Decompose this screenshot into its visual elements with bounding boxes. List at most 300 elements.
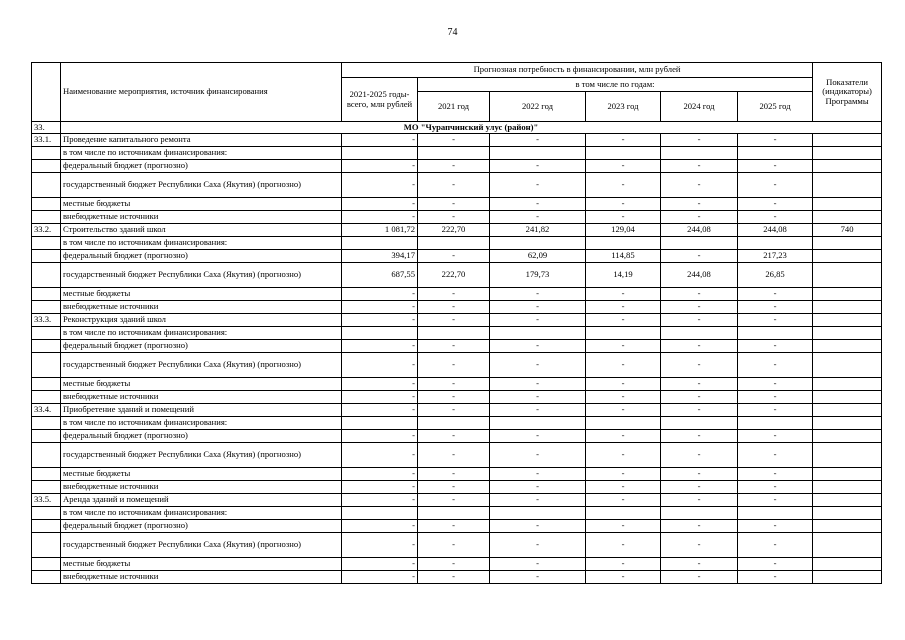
row-year-2021: -: [418, 558, 490, 571]
row-total: [342, 507, 418, 520]
row-index: [32, 571, 61, 584]
row-year-2024: [661, 237, 738, 250]
row-year-2024: -: [661, 160, 738, 173]
row-year-2024: -: [661, 494, 738, 507]
row-year-2022: 179,73: [490, 263, 586, 288]
row-total: 394,17: [342, 250, 418, 263]
row-year-2024: -: [661, 443, 738, 468]
table-row: [32, 301, 882, 314]
row-year-2022: -: [490, 134, 586, 147]
table-row: [32, 430, 882, 443]
row-index: [32, 391, 61, 404]
row-year-2025: -: [738, 391, 813, 404]
row-year-2024: [661, 507, 738, 520]
row-year-2025: -: [738, 173, 813, 198]
row-year-2024: [661, 417, 738, 430]
table-row: [32, 288, 882, 301]
row-index: [32, 327, 61, 340]
row-year-2022: 241,82: [490, 224, 586, 237]
row-indicator: [813, 404, 882, 417]
row-year-2021: -: [418, 481, 490, 494]
table-row: [32, 250, 882, 263]
row-year-2025: -: [738, 404, 813, 417]
header-year-2021: 2021 год: [418, 92, 490, 122]
row-total: -: [342, 301, 418, 314]
row-index: [32, 533, 61, 558]
row-total: -: [342, 404, 418, 417]
table-row: [32, 507, 882, 520]
row-year-2021: -: [418, 404, 490, 417]
row-year-2022: -: [490, 198, 586, 211]
row-indicator: [813, 533, 882, 558]
table-row: [32, 391, 882, 404]
row-indicator: [813, 417, 882, 430]
row-total: -: [342, 533, 418, 558]
row-name: государственный бюджет Республики Саха (Якутия) (прогнозно): [61, 263, 342, 288]
row-year-2024: -: [661, 250, 738, 263]
row-year-2021: -: [418, 250, 490, 263]
row-indicator: [813, 340, 882, 353]
row-year-2023: -: [586, 314, 661, 327]
row-year-2023: [586, 507, 661, 520]
row-index: [32, 237, 61, 250]
row-indicator: [813, 314, 882, 327]
row-year-2024: -: [661, 301, 738, 314]
row-total: -: [342, 340, 418, 353]
header-total: 2021-2025 годы- всего, млн рублей: [342, 78, 418, 122]
row-year-2025: -: [738, 533, 813, 558]
row-year-2021: -: [418, 391, 490, 404]
row-name: федеральный бюджет (прогнозно): [61, 250, 342, 263]
row-year-2025: -: [738, 301, 813, 314]
row-year-2022: [490, 327, 586, 340]
row-year-2022: -: [490, 160, 586, 173]
row-index: [32, 173, 61, 198]
row-name: Реконструкция зданий школ: [61, 314, 342, 327]
row-indicator: [813, 353, 882, 378]
row-year-2023: -: [586, 494, 661, 507]
row-indicator: [813, 571, 882, 584]
row-name: в том числе по источникам финансирования:: [61, 237, 342, 250]
row-indicator: [813, 443, 882, 468]
row-index: [32, 417, 61, 430]
row-name: в том числе по источникам финансирования:: [61, 327, 342, 340]
row-year-2024: -: [661, 173, 738, 198]
row-index: 33.5.: [32, 494, 61, 507]
row-indicator: [813, 173, 882, 198]
row-year-2021: -: [418, 301, 490, 314]
row-year-2021: [418, 147, 490, 160]
row-total: -: [342, 314, 418, 327]
table-row: [32, 147, 882, 160]
row-name: федеральный бюджет (прогнозно): [61, 160, 342, 173]
row-year-2021: -: [418, 533, 490, 558]
header-name: Наименование мероприятия, источник финансирования: [61, 63, 342, 122]
row-year-2022: -: [490, 340, 586, 353]
row-name: в том числе по источникам финансирования:: [61, 417, 342, 430]
row-year-2023: -: [586, 520, 661, 533]
row-name: государственный бюджет Республики Саха (Якутия) (прогнозно): [61, 173, 342, 198]
row-name: внебюджетные источники: [61, 301, 342, 314]
row-year-2024: -: [661, 134, 738, 147]
row-total: [342, 327, 418, 340]
table-row: [32, 533, 882, 558]
table-row: [32, 263, 882, 288]
row-year-2023: [586, 327, 661, 340]
header-index-col: [32, 63, 61, 122]
row-year-2023: -: [586, 533, 661, 558]
row-year-2021: -: [418, 468, 490, 481]
row-year-2024: -: [661, 211, 738, 224]
row-year-2024: -: [661, 288, 738, 301]
row-index: [32, 353, 61, 378]
header-year-2023: 2023 год: [586, 92, 661, 122]
row-index: 33.4.: [32, 404, 61, 417]
row-year-2025: -: [738, 520, 813, 533]
row-year-2025: -: [738, 481, 813, 494]
row-total: [342, 417, 418, 430]
row-indicator: [813, 391, 882, 404]
row-year-2022: -: [490, 211, 586, 224]
row-index: [32, 147, 61, 160]
row-name: в том числе по источникам финансирования:: [61, 147, 342, 160]
row-year-2025: -: [738, 160, 813, 173]
page-number: 74: [447, 27, 458, 38]
table-row: [32, 481, 882, 494]
row-year-2022: -: [490, 443, 586, 468]
row-year-2025: -: [738, 558, 813, 571]
row-year-2023: 14,19: [586, 263, 661, 288]
row-year-2025: -: [738, 571, 813, 584]
table-row: [32, 353, 882, 378]
row-name: в том числе по источникам финансирования:: [61, 507, 342, 520]
row-total: -: [342, 468, 418, 481]
row-year-2025: [738, 417, 813, 430]
row-year-2022: -: [490, 378, 586, 391]
row-indicator: [813, 198, 882, 211]
row-year-2021: -: [418, 211, 490, 224]
row-year-2021: [418, 237, 490, 250]
municipality-row: [32, 122, 882, 134]
table-row: [32, 160, 882, 173]
row-year-2024: -: [661, 391, 738, 404]
row-year-2022: [490, 237, 586, 250]
table-row: [32, 237, 882, 250]
row-total: -: [342, 391, 418, 404]
row-index: [32, 250, 61, 263]
row-year-2025: -: [738, 134, 813, 147]
row-year-2021: -: [418, 520, 490, 533]
table-row: [32, 571, 882, 584]
table-header: [32, 63, 882, 122]
row-total: -: [342, 198, 418, 211]
row-year-2021: -: [418, 494, 490, 507]
table-row: [32, 417, 882, 430]
row-year-2022: -: [490, 481, 586, 494]
row-year-2021: -: [418, 340, 490, 353]
row-year-2024: -: [661, 198, 738, 211]
row-year-2025: [738, 237, 813, 250]
row-year-2023: 129,04: [586, 224, 661, 237]
table-row: [32, 173, 882, 198]
row-index: [32, 481, 61, 494]
row-indicator: [813, 327, 882, 340]
row-total: [342, 237, 418, 250]
row-total: -: [342, 443, 418, 468]
row-year-2022: -: [490, 520, 586, 533]
row-year-2025: -: [738, 340, 813, 353]
row-year-2023: -: [586, 211, 661, 224]
row-year-2024: -: [661, 481, 738, 494]
header-by-year: в том числе по годам:: [418, 78, 813, 92]
row-year-2023: -: [586, 391, 661, 404]
row-total: -: [342, 211, 418, 224]
row-year-2022: [490, 507, 586, 520]
financing-table: [31, 62, 882, 584]
row-year-2025: 244,08: [738, 224, 813, 237]
row-total: -: [342, 571, 418, 584]
row-year-2024: -: [661, 340, 738, 353]
row-year-2025: -: [738, 211, 813, 224]
table-body: [32, 122, 882, 584]
row-name: внебюджетные источники: [61, 481, 342, 494]
row-year-2023: 114,85: [586, 250, 661, 263]
row-total: -: [342, 353, 418, 378]
row-year-2023: -: [586, 571, 661, 584]
row-index: [32, 520, 61, 533]
row-year-2021: -: [418, 314, 490, 327]
row-indicator: [813, 288, 882, 301]
row-year-2021: -: [418, 288, 490, 301]
row-year-2024: -: [661, 558, 738, 571]
row-year-2025: 217,23: [738, 250, 813, 263]
row-year-2021: [418, 507, 490, 520]
row-index: [32, 443, 61, 468]
row-name: местные бюджеты: [61, 198, 342, 211]
row-year-2021: 222,70: [418, 224, 490, 237]
table-row: [32, 378, 882, 391]
row-year-2022: 62,09: [490, 250, 586, 263]
row-name: Строительство зданий школ: [61, 224, 342, 237]
row-year-2022: -: [490, 353, 586, 378]
row-year-2025: [738, 327, 813, 340]
row-name: Аренда зданий и помещений: [61, 494, 342, 507]
row-index: [32, 468, 61, 481]
row-total: -: [342, 558, 418, 571]
row-year-2025: -: [738, 494, 813, 507]
row-year-2022: -: [490, 288, 586, 301]
row-total: -: [342, 288, 418, 301]
row-year-2021: -: [418, 198, 490, 211]
row-year-2022: -: [490, 301, 586, 314]
row-name: государственный бюджет Республики Саха (Якутия) (прогнозно): [61, 533, 342, 558]
row-indicator: [813, 468, 882, 481]
row-index: [32, 378, 61, 391]
row-indicator: [813, 301, 882, 314]
row-index: [32, 301, 61, 314]
row-year-2024: -: [661, 314, 738, 327]
table-row: [32, 224, 882, 237]
row-year-2021: 222,70: [418, 263, 490, 288]
row-year-2021: -: [418, 173, 490, 198]
row-year-2021: -: [418, 571, 490, 584]
row-index: [32, 263, 61, 288]
row-year-2024: 244,08: [661, 224, 738, 237]
row-total: 1 081,72: [342, 224, 418, 237]
row-year-2024: -: [661, 430, 738, 443]
row-total: -: [342, 378, 418, 391]
row-indicator: 740: [813, 224, 882, 237]
row-year-2023: [586, 147, 661, 160]
row-index: [32, 288, 61, 301]
row-index: [32, 340, 61, 353]
row-name: местные бюджеты: [61, 468, 342, 481]
table-row: [32, 494, 882, 507]
row-year-2024: -: [661, 520, 738, 533]
row-index: [32, 507, 61, 520]
row-indicator: [813, 520, 882, 533]
row-name: местные бюджеты: [61, 378, 342, 391]
row-year-2022: -: [490, 533, 586, 558]
row-year-2025: -: [738, 378, 813, 391]
row-index: [32, 211, 61, 224]
table-row: [32, 558, 882, 571]
row-year-2025: 26,85: [738, 263, 813, 288]
table-row: [32, 468, 882, 481]
row-year-2021: [418, 327, 490, 340]
municipality-index: 33.: [32, 122, 61, 134]
row-year-2024: 244,08: [661, 263, 738, 288]
row-year-2023: [586, 417, 661, 430]
row-year-2023: -: [586, 301, 661, 314]
row-indicator: [813, 147, 882, 160]
row-name: федеральный бюджет (прогнозно): [61, 340, 342, 353]
row-year-2022: -: [490, 404, 586, 417]
row-total: -: [342, 173, 418, 198]
row-year-2025: [738, 147, 813, 160]
row-year-2023: -: [586, 378, 661, 391]
row-year-2024: [661, 147, 738, 160]
row-name: государственный бюджет Республики Саха (Якутия) (прогнозно): [61, 443, 342, 468]
row-index: [32, 558, 61, 571]
row-year-2023: -: [586, 340, 661, 353]
row-total: -: [342, 160, 418, 173]
row-name: внебюджетные источники: [61, 391, 342, 404]
row-year-2025: -: [738, 468, 813, 481]
row-year-2022: -: [490, 391, 586, 404]
table-row: [32, 404, 882, 417]
row-name: местные бюджеты: [61, 558, 342, 571]
row-year-2022: [490, 417, 586, 430]
row-year-2023: -: [586, 198, 661, 211]
header-year-2025: 2025 год: [738, 92, 813, 122]
row-year-2021: -: [418, 353, 490, 378]
row-indicator: [813, 263, 882, 288]
row-index: [32, 198, 61, 211]
row-year-2025: -: [738, 314, 813, 327]
row-year-2025: -: [738, 430, 813, 443]
row-year-2024: -: [661, 378, 738, 391]
row-total: -: [342, 494, 418, 507]
row-year-2021: -: [418, 443, 490, 468]
row-year-2023: -: [586, 288, 661, 301]
row-indicator: [813, 430, 882, 443]
row-total: 687,55: [342, 263, 418, 288]
row-year-2023: -: [586, 404, 661, 417]
row-year-2024: -: [661, 468, 738, 481]
row-year-2023: -: [586, 430, 661, 443]
table-row: [32, 134, 882, 147]
header-indicators: Показатели (индикаторы) Программы: [813, 63, 882, 122]
row-index: 33.1.: [32, 134, 61, 147]
row-year-2023: -: [586, 173, 661, 198]
row-indicator: [813, 558, 882, 571]
row-index: 33.2.: [32, 224, 61, 237]
row-name: государственный бюджет Республики Саха (Якутия) (прогнозно): [61, 353, 342, 378]
row-name: федеральный бюджет (прогнозно): [61, 520, 342, 533]
row-index: [32, 430, 61, 443]
row-year-2023: -: [586, 160, 661, 173]
row-name: Проведение капитального ремонта: [61, 134, 342, 147]
row-year-2024: -: [661, 404, 738, 417]
row-year-2021: -: [418, 378, 490, 391]
row-year-2024: -: [661, 353, 738, 378]
row-name: внебюджетные источники: [61, 571, 342, 584]
row-year-2024: -: [661, 571, 738, 584]
row-year-2024: -: [661, 533, 738, 558]
row-year-2023: -: [586, 443, 661, 468]
row-total: -: [342, 134, 418, 147]
municipality-title: МО "Чурапчинский улус (район)": [61, 122, 882, 134]
row-name: федеральный бюджет (прогнозно): [61, 430, 342, 443]
row-year-2022: -: [490, 173, 586, 198]
row-index: [32, 160, 61, 173]
table-row: [32, 443, 882, 468]
row-indicator: [813, 160, 882, 173]
row-indicator: [813, 494, 882, 507]
row-year-2021: -: [418, 430, 490, 443]
row-indicator: [813, 134, 882, 147]
row-year-2022: -: [490, 571, 586, 584]
row-year-2023: -: [586, 468, 661, 481]
table-row: [32, 327, 882, 340]
row-year-2023: -: [586, 481, 661, 494]
table-row: [32, 198, 882, 211]
row-total: -: [342, 430, 418, 443]
row-year-2022: -: [490, 558, 586, 571]
row-total: -: [342, 481, 418, 494]
row-year-2023: -: [586, 134, 661, 147]
row-name: местные бюджеты: [61, 288, 342, 301]
row-year-2023: -: [586, 353, 661, 378]
row-year-2022: [490, 147, 586, 160]
row-year-2025: -: [738, 443, 813, 468]
table-row: [32, 314, 882, 327]
header-year-2022: 2022 год: [490, 92, 586, 122]
row-year-2023: [586, 237, 661, 250]
row-year-2021: -: [418, 160, 490, 173]
row-year-2025: -: [738, 198, 813, 211]
row-indicator: [813, 211, 882, 224]
header-year-2024: 2024 год: [661, 92, 738, 122]
row-year-2025: [738, 507, 813, 520]
row-total: [342, 147, 418, 160]
row-index: 33.3.: [32, 314, 61, 327]
row-year-2022: -: [490, 494, 586, 507]
row-year-2021: -: [418, 134, 490, 147]
table-row: [32, 520, 882, 533]
row-year-2025: -: [738, 353, 813, 378]
